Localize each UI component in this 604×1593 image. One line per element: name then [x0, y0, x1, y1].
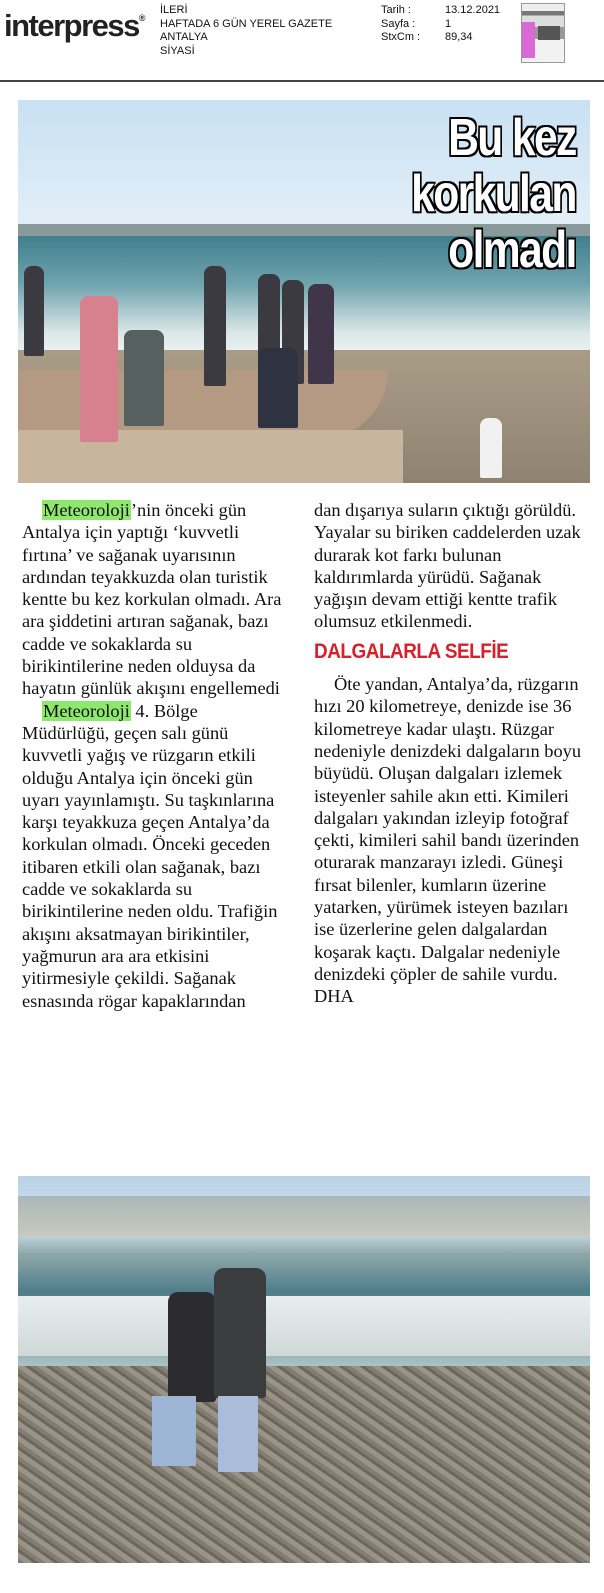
- publication-frequency: HAFTADA 6 GÜN YEREL GAZETE: [160, 17, 333, 30]
- clipping-header: [0, 0, 604, 82]
- meta-date: [381, 4, 500, 18]
- article-paragraph: [22, 700, 288, 1012]
- registered-mark: ®: [138, 12, 146, 23]
- publication-name: İLERİ: [160, 4, 188, 16]
- meta-stxcm-label: StxCm :: [381, 31, 421, 43]
- article-column-2: [314, 499, 590, 1008]
- clipping-meta: [381, 4, 500, 45]
- photo-pebbles: [18, 1366, 590, 1563]
- person-legs: [152, 1396, 196, 1466]
- meta-date-value: 13.12.2021: [445, 4, 501, 16]
- person-figure: [214, 1268, 266, 1398]
- article-paragraph: [314, 673, 590, 1007]
- highlighted-keyword: Meteoroloji: [43, 700, 130, 721]
- beach-crowd-photo: [18, 100, 590, 483]
- headline: [411, 110, 576, 278]
- logo-text: interpress: [4, 8, 139, 43]
- photo-surf: [18, 1296, 590, 1356]
- paragraph-text: Öte yandan, Antalya’da, rüzgarın hızı 20 kilometreye, denizde ise 36 kilometreye kadar ulaştı. Rüzgar nedeniyle denizdeki dalgaların boyu büyüdü. Oluşan dalgaları izlemek isteyenler sahile akın etti. Kimileri dalgaları yakından izleyip fotoğraf çekti, kimileri sahil bandı üzerinden oturarak manzarayı izledi. Güneşi fırsat bilenler, kumların üzerine yatarken, yürümek isteyen bazıları ise üzerlerine gelen dalgalardan koşarak kaçtı. Dalgalar nedeniyle denizdeki çöpler de sahile vurdu. DHA: [314, 674, 582, 1007]
- meta-page-label: Sayfa :: [381, 17, 416, 30]
- highlighted-keyword: Meteoroloji: [43, 500, 130, 520]
- photo-far-shore: [18, 1196, 590, 1236]
- interpress-logo: [4, 8, 146, 44]
- page-thumbnail[interactable]: [521, 3, 565, 63]
- couple-on-beach-photo: [18, 1176, 590, 1563]
- headline-line: korkulan: [411, 165, 576, 223]
- article-column-1: [22, 499, 288, 1012]
- person-figure: [168, 1292, 216, 1402]
- subheading: DALGALARLA SELFİE: [314, 639, 509, 663]
- thumbnail-accent: [522, 22, 535, 58]
- person-figure: [80, 296, 118, 442]
- trash-bin: [124, 330, 164, 426]
- headline-line: olmadı: [448, 221, 576, 279]
- article-paragraph: dan dışarıya suların çıktığı görüldü. Yayalar su biriken caddelerden uzak durarak kot farkı bulunan kaldırımlarda yürüdü. Sağanak yağışın devam ettiği kentte trafik olumsuz etkilenmedi.: [314, 500, 581, 632]
- photo-wall: [18, 430, 403, 483]
- person-figure: [204, 266, 226, 386]
- meta-stxcm: [381, 31, 500, 45]
- meta-page: [381, 18, 500, 32]
- article-paragraph: [22, 499, 288, 700]
- paragraph-text: ’nin önceki gün Antalya için yaptığı ‘kuvvetli fırtına’ ve sağanak uyarısının ardından teyakkuzda olan turistik kentte bu kez korkulan olmadı. Ara ara şiddetini artıran sağanak, bazı cadde ve sokaklarda su birikintilerine neden olduysa da hayatın günlük akışını engellemedi: [22, 500, 282, 699]
- meta-stxcm-value: 89,34: [445, 31, 473, 43]
- publication-city: ANTALYA: [160, 31, 208, 43]
- person-figure: [480, 418, 502, 478]
- thumbnail-photo: [538, 26, 560, 40]
- person-legs: [218, 1396, 258, 1472]
- header-divider: [0, 80, 604, 82]
- paragraph-text: 4. Bölge Müdürlüğü, geçen salı günü kuvvetli yağış ve rüzgarın etkili olduğu Antalya için önceki gün uyarı yayınlamıştı. Su taşkınlarına karşı teyakkuza geçen Antalya’da korkulan olmadı. Önceki geceden itibaren etkili olan sağanak, bazı cadde ve sokaklarda su birikintilerine neden oldu. Trafiğin akışını aksatmayan birikintiler, yağmurun ara ara etkisini yitirmesiyle çekildi. Sağanak esnasında rögar kapaklarından: [22, 700, 278, 1011]
- person-figure: [24, 266, 44, 356]
- meta-date-label: Tarih :: [381, 4, 411, 16]
- person-figure: [308, 284, 334, 384]
- publication-info: [160, 4, 332, 58]
- person-figure: [258, 348, 298, 428]
- meta-page-value: 1: [445, 17, 452, 30]
- publication-category: SİYASİ: [160, 44, 195, 57]
- headline-line: Bu kez: [448, 109, 576, 167]
